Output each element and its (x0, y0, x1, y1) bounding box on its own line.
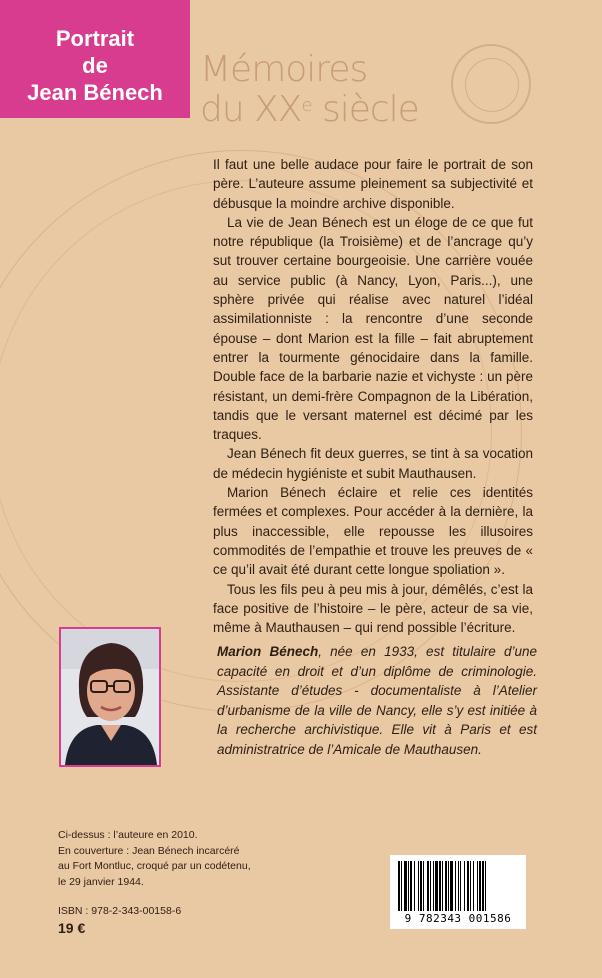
paragraph: Jean Bénech fit deux guerres, se tint à sa vocation de médecin hygiéniste et subit Mauthausen. (213, 446, 533, 481)
credit-line: En couverture : Jean Bénech incarcéré (58, 844, 240, 857)
title-line-3: Jean Bénech (27, 80, 163, 105)
series-line-1: Mémoires (200, 49, 368, 90)
paragraph: Tous les fils peu à peu mis à jour, démêlés, c’est la face positive de l’histoire – le père, acteur de sa vie, même à Mauthausen – qui rend possible l’écriture. (213, 581, 533, 636)
author-bio-text: , née en 1933, est titulaire d’une capacité en droit et d’un diplôme de criminologie. Assistante d’études - documentaliste à l’Atelier d’urbanisme de la ville de Nancy, elle s’y est initiée à la recherche archivistique. Elle vit à Paris et est administratrice de l’Amicale de Mauthausen. (217, 644, 537, 757)
series-line-2: du XXe siècle (200, 89, 419, 130)
paragraph: Il faut une belle audace pour faire le portrait de son père. L’auteure assume pleinement sa subjectivité et débusque la moindre archive disponible. (213, 157, 533, 211)
title-line-1: Portrait (55, 26, 135, 51)
author-portrait-icon (61, 629, 159, 765)
barcode (390, 855, 526, 929)
price: 19 € (58, 920, 86, 936)
credits (58, 828, 318, 890)
paragraph: Marion Bénech éclaire et relie ces identités fermées et complexes. Pour accéder à la dernière, la plus inaccessible, elle repousse les illusoires commodités de l’empathie et trouve les preuves de « ce qu’il avait été durant cette longue spoliation ». (213, 485, 533, 578)
series-title (200, 50, 419, 130)
title-line-2: de (82, 53, 108, 78)
author-bio (217, 642, 537, 759)
series-emblem-icon (451, 44, 531, 124)
isbn: ISBN : 978-2-343-00158-6 (58, 905, 182, 917)
credit-line: Ci-dessus : l’auteure en 2010. (58, 829, 198, 841)
credit-line: le 29 janvier 1944. (58, 875, 144, 888)
barcode-bars-icon (396, 861, 520, 911)
back-cover-text (213, 155, 533, 637)
author-name: Marion Bénech (217, 644, 319, 659)
credit-line: au Fort Montluc, croqué par un codétenu, (58, 860, 251, 872)
paragraph: La vie de Jean Bénech est un éloge de ce que fut notre république (la Troisième) et de l’ancrage qu’y sut trouver certaine bourgeoisie. Une carrière vouée au service public (à Nancy, Lyon, Paris...), une sphère privée qui réalise avec naturel l’idéal assimilationniste : la rencontre d’une seconde épouse – dont Marion est la fille – fait abruptement entrer la tourmente génocidaire dans la famille. Double face de la barbarie nazie et vichyste : un père résistant, un demi-frère Compagnon de la Libération, tandis que le versant maternel est décimé par les traques. (213, 214, 533, 443)
author-photo (59, 627, 161, 767)
title-badge (0, 0, 190, 118)
barcode-number: 9 782343 001586 (404, 912, 512, 925)
